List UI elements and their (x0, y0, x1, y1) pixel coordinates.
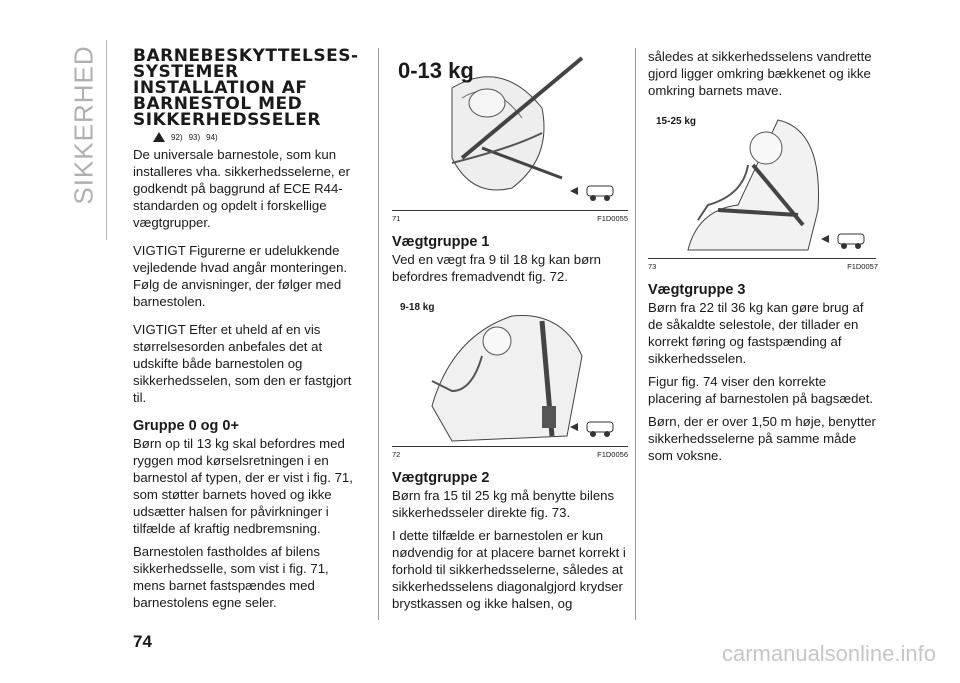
group-heading: Gruppe 0 og 0+ (133, 418, 239, 434)
figure-weight-label: 15-25 kg (656, 116, 697, 127)
body-paragraph: Børn fra 15 til 25 kg må benytte bilens sikkerhedsseler direkte fig. 73. (392, 488, 615, 520)
body-paragraph: Barnestolen fastholdes af bilens sikkerhedsselle, som vist i fig. 71, mens barnet fastspændes med barnestolens egne seler. (133, 544, 329, 610)
figure-caption (392, 450, 628, 459)
car-orientation-icon (570, 186, 613, 201)
car-orientation-icon (570, 422, 613, 437)
warning-references (153, 132, 363, 142)
column-divider (635, 48, 636, 620)
warning-ref: 92) (171, 132, 183, 142)
body-paragraph: Figur fig. 74 viser den korrekte placering af barnestolen på bagsædet. (648, 374, 874, 406)
body-paragraph: Børn fra 22 til 36 kg kan gøre brug af de såkaldte selestole, der tillader en korrekt føring og fastspænding af sikkerhedsselen. (648, 300, 864, 366)
figure-number: 71 (392, 214, 401, 223)
warning-ref: 93) (188, 132, 201, 142)
figure-weight-label: 0-13 kg (398, 58, 474, 83)
group-heading: Vægtgruppe 1 (392, 234, 490, 250)
figure-code: F1D0057 (847, 262, 878, 271)
figure-number: 73 (648, 262, 657, 271)
body-paragraph: Børn, der er over 1,50 m høje, benytter sikkerhedsselerne på samme måde som voksne. (648, 414, 876, 463)
section-side-tab-label: SIKKERHED (68, 45, 99, 205)
figure-code: F1D0055 (597, 214, 628, 223)
side-tab-divider (106, 40, 107, 240)
group-heading: Vægtgruppe 3 (648, 282, 746, 298)
note-paragraph: VIGTIGT Efter et uheld af en vis størrelsesorden anbefales det at udskifte både barnestolen og sikkerhedsselen, som den er fastgjort til. (133, 322, 352, 405)
body-paragraph: således at sikkerhedsselens vandrette gjord ligger omkring bækkenet og ikke omkring barnets mave. (648, 49, 872, 98)
figure-caption (392, 214, 628, 223)
warning-ref: 94) (206, 132, 218, 142)
body-paragraph: Ved en vægt fra 9 til 18 kg kan børn befordres fremadvendt fig. 72. (392, 252, 601, 284)
figure-number: 72 (392, 450, 401, 459)
body-paragraph: I dette tilfælde er barnestolen er kun nødvendig for at placere barnet korrekt i forhold til sikkerhedsselerne, således at sikkerhedsselens diagonalgjord krydser brystkassen og ikke halsen, og (392, 528, 626, 611)
section-title: BARNEBESKYTTELSES-SYSTEMER INSTALLATION AF BARNESTOL MED SIKKERHEDSSELER (133, 46, 359, 130)
figure-71 (392, 48, 628, 211)
body-paragraph: Børn op til 13 kg skal befordres med ryggen mod kørselsretningen i en barnestol af typen, der er vist i fig. 71, som støtter barnets hoved og ikke udsætter halsen for påvirkninger i tilfælde af kraftig nedbremsning. (133, 436, 353, 536)
figure-weight-label: 9-18 kg (400, 302, 435, 313)
column-2 (392, 48, 628, 623)
figure-73 (648, 110, 876, 259)
column-1 (133, 48, 363, 622)
group-heading: Vægtgruppe 2 (392, 470, 490, 486)
watermark: carmanualsonline.info (721, 641, 936, 666)
car-orientation-icon (821, 234, 864, 249)
toddler-seat-illustration (392, 296, 628, 446)
intro-paragraph: De universale barnestole, som kun installeres vha. sikkerhedsselerne, er godkendt på baggrund af ECE R44-standarden og opdelt i forskellige vægtgrupper. (133, 147, 350, 230)
booster-seat-illustration (648, 110, 876, 258)
figure-caption (648, 262, 878, 271)
section-side-tab (62, 40, 106, 210)
column-divider (378, 48, 379, 620)
figure-72 (392, 296, 628, 447)
page-number: 74 (133, 632, 152, 651)
column-3 (648, 48, 878, 475)
note-paragraph: VIGTIGT Figurerne er udelukkende vejledende hvad angår monteringen. Følg de anvisninger, der følger med barnestolen. (133, 243, 348, 309)
figure-code: F1D0056 (597, 450, 628, 459)
warning-icon (153, 132, 165, 142)
